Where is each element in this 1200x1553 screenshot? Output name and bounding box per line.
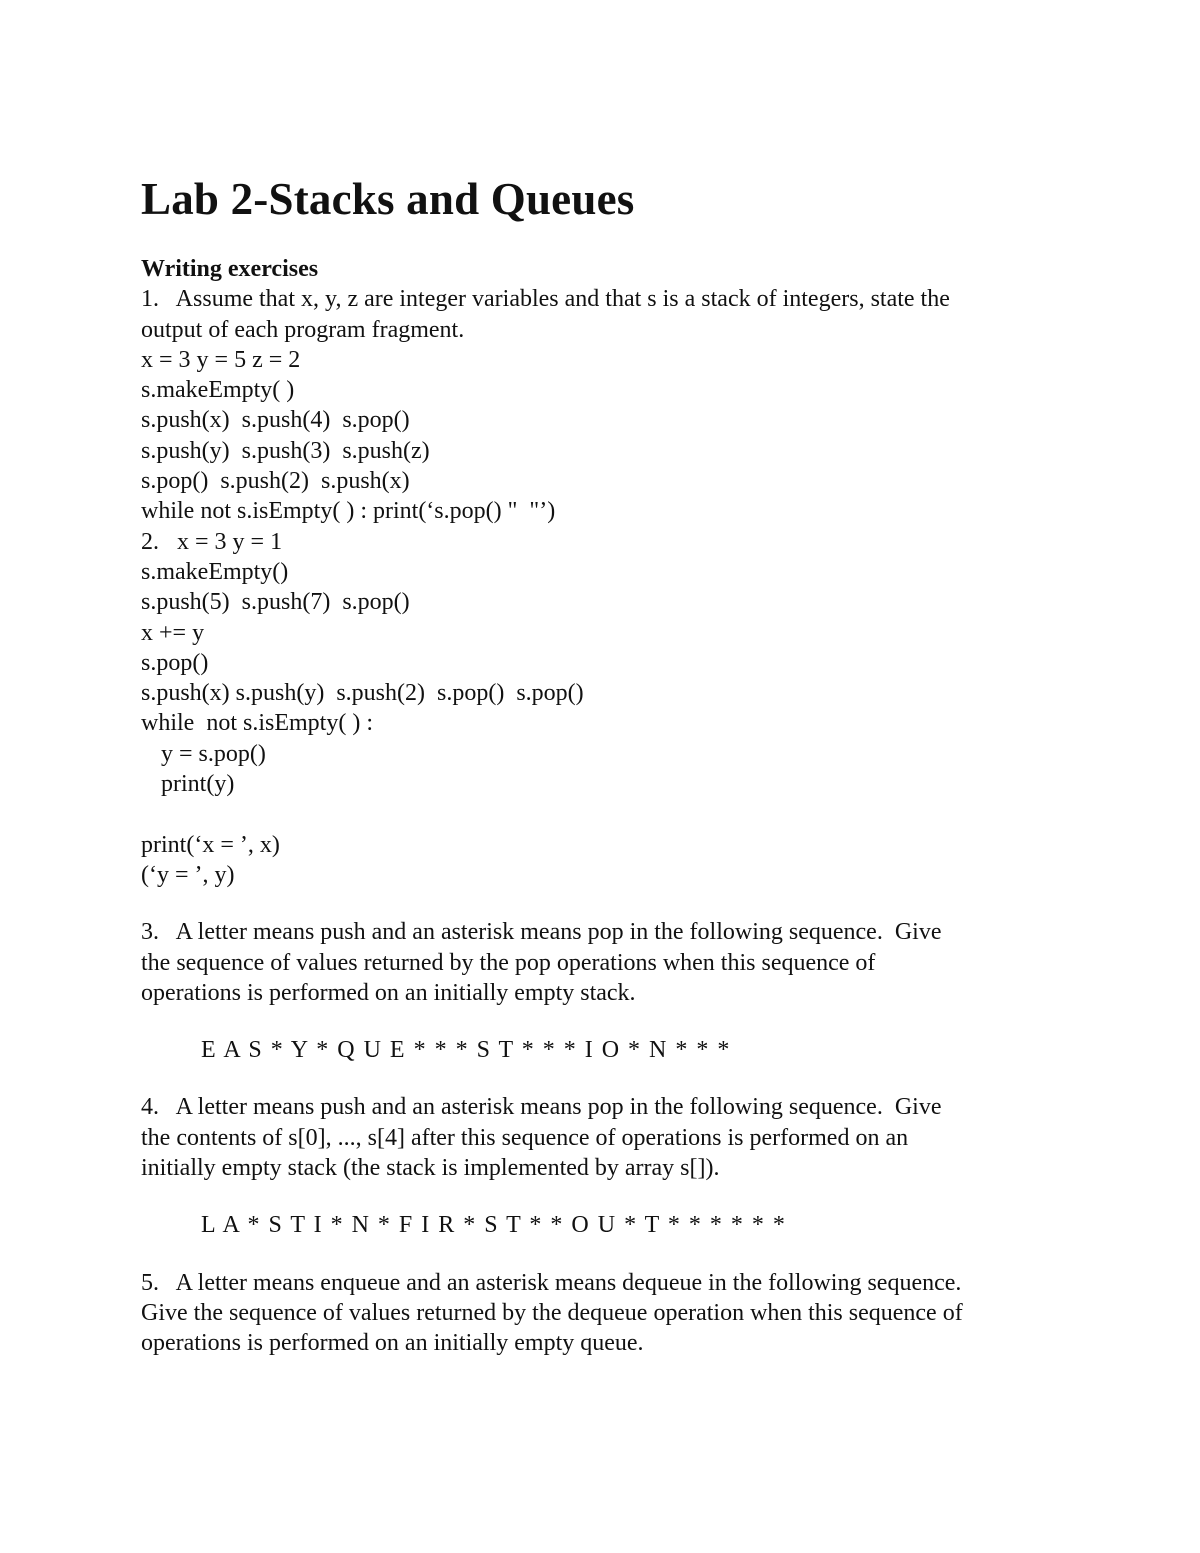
q3-text-line: 3. A letter means push and an asterisk means pop in the following sequence. Give [141,919,942,946]
q3-text-line: the sequence of values returned by the pop operations when this sequence of [141,949,876,976]
q1-code-line: s.makeEmpty( ) [141,377,295,404]
q1-code-line: while not s.isEmpty( ) : print(‘s.pop() " "’) [141,498,556,525]
q4-text-line: the contents of s[0], ..., s[4] after this sequence of operations is performed on an [141,1124,909,1151]
question-3 [141,917,1061,1065]
q2-after-line: (‘y = ’, y) [141,861,235,888]
q4-text-line: 4. A letter means push and an asterisk means pop in the following sequence. Give [141,1094,942,1121]
q2-code-line: s.push(5) s.push(7) s.pop() [141,589,410,616]
question-2 [141,527,1061,891]
document-page [141,168,1061,1359]
q5-text-line: operations is performed on an initially empty queue. [141,1330,644,1357]
q2-after-line: print(‘x = ’, x) [141,831,280,858]
blank-line [141,1241,1061,1268]
question-1 [141,284,1061,526]
q2-code-line: while not s.isEmpty( ) : [141,710,373,737]
section-heading: Writing exercises [141,256,319,282]
q2-loop-body-line: print(y) [161,771,235,798]
q2-code-line: s.push(x) s.push(y) s.push(2) s.pop() s.pop() [141,680,584,707]
q5-text-line: 5. A letter means enqueue and an asterisk means dequeue in the following sequence. [141,1269,962,1296]
q3-text-line: operations is performed on an initially empty stack. [141,979,636,1006]
question-4 [141,1092,1061,1240]
blank-line [141,1065,1061,1092]
q5-text-line: Give the sequence of values returned by the dequeue operation when this sequence of [141,1299,963,1326]
blank-line [141,799,1061,829]
blank-line [141,1008,1061,1035]
q1-code-line: s.push(y) s.push(3) s.push(z) [141,437,430,464]
q2-code-line: s.pop() [141,649,209,676]
page-title: Lab 2-Stacks and Queues [141,174,635,224]
blank-line [141,890,1061,917]
q1-code-line: s.pop() s.push(2) s.push(x) [141,468,410,495]
q3-sequence: E A S * Y * Q U E * * * S T * * * I O * N * * * [201,1037,731,1064]
q1-intro-line-1: 1. Assume that x, y, z are integer variables and that s is a stack of integers, state the [141,286,950,313]
q4-text-line: initially empty stack (the stack is implemented by array s[]). [141,1155,720,1182]
q1-code-line: s.push(x) s.push(4) s.pop() [141,407,410,434]
q4-sequence: L A * S T I * N * F I R * S T * * O U * T * * * * * * [201,1212,787,1239]
q2-loop-body-line: y = s.pop() [161,740,266,767]
q2-code-line: s.makeEmpty() [141,558,289,585]
q2-code-line: x += y [141,619,205,646]
q1-code-line: x = 3 y = 5 z = 2 [141,346,301,373]
question-5 [141,1268,1061,1359]
q1-intro-line-2: output of each program fragment. [141,316,465,343]
q2-intro: 2. x = 3 y = 1 [141,528,283,555]
blank-line [141,1183,1061,1210]
